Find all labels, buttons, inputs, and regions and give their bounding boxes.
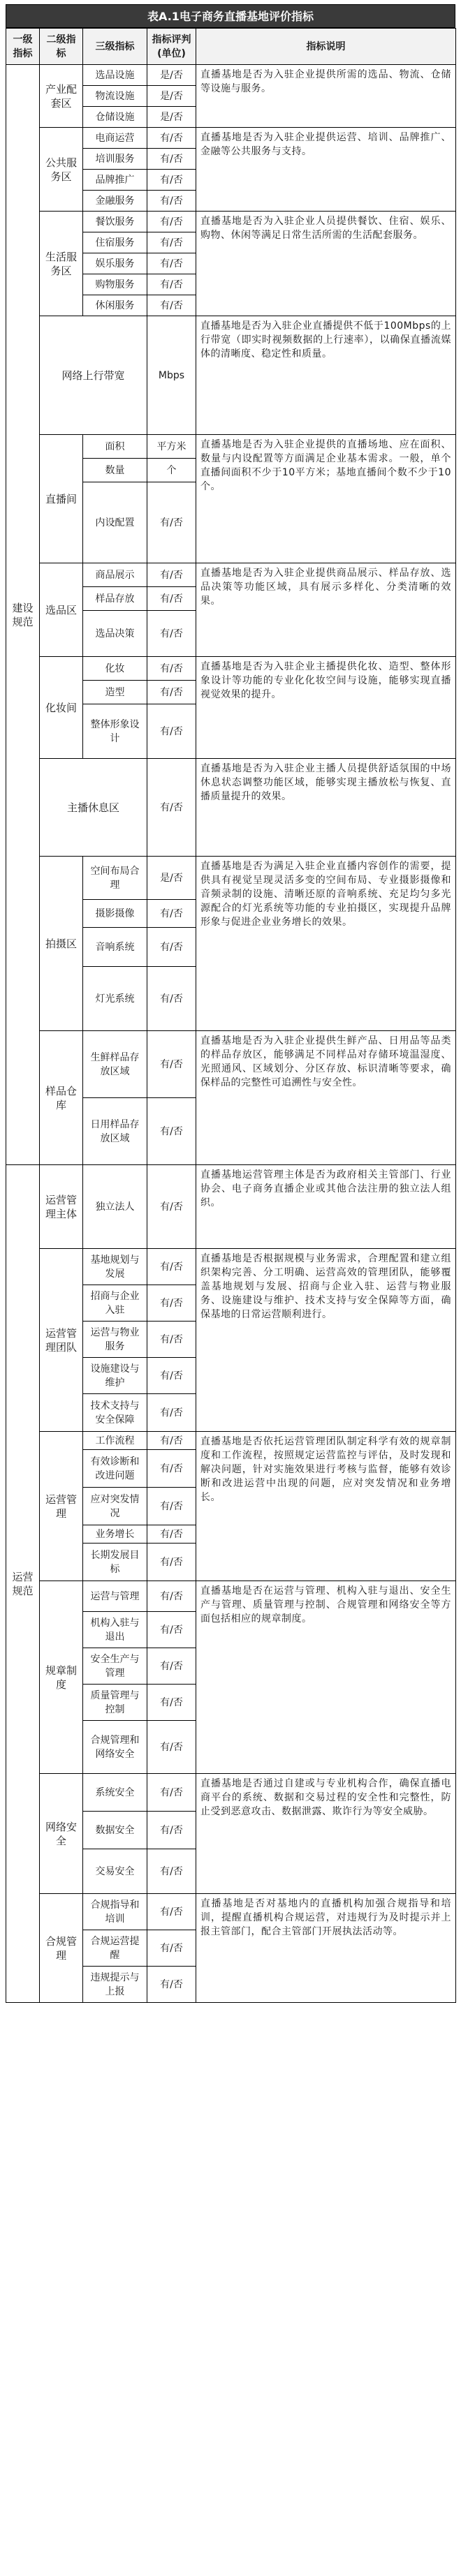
level3-cell: 培训服务 — [83, 149, 147, 170]
judgement-cell: 有/否 — [147, 1165, 196, 1249]
level2-cell: 运营管理 — [40, 1432, 83, 1581]
level2-cell: 生活服务区 — [40, 212, 83, 316]
level2-cell: 运营管理主体 — [40, 1165, 83, 1249]
level3-cell: 仓储设施 — [83, 107, 147, 128]
level3-cell: 合规运营提醒 — [83, 1930, 147, 1967]
judgement-cell: 有/否 — [147, 900, 196, 928]
judgement-cell: 有/否 — [147, 1581, 196, 1612]
level3-cell: 机构入驻与退出 — [83, 1612, 147, 1648]
level3-cell: 品牌推广 — [83, 170, 147, 191]
judgement-cell: 有/否 — [147, 1648, 196, 1685]
level3-cell: 合规指导和培训 — [83, 1894, 147, 1930]
judgement-cell: 有/否 — [147, 1249, 196, 1285]
judgement-cell: 是/否 — [147, 65, 196, 86]
level2-cell: 主播休息区 — [40, 759, 147, 857]
level3-cell: 住宿服务 — [83, 232, 147, 253]
level2-cell: 合规管理 — [40, 1894, 83, 2003]
judgement-cell: 有/否 — [147, 149, 196, 170]
level3-cell: 摄影摄像 — [83, 900, 147, 928]
header-level2: 二级指标 — [40, 29, 83, 65]
level3-cell: 电商运营 — [83, 128, 147, 149]
level3-cell: 日用样品存放区域 — [83, 1098, 147, 1165]
description-cell: 直播基地是否为满足入驻企业直播内容创作的需要，提供具有视觉呈现灵活多变的空间布局、专业摄影摄像和音频录制的设施、清晰还原的音响系统、充足均匀多光源配合的灯光系统等功能的专业拍摄区，实现提升品牌形象与促进企业业务增长的效果。 — [196, 857, 456, 1031]
judgement-cell: 有/否 — [147, 1544, 196, 1581]
level3-cell: 内设配置 — [83, 482, 147, 563]
judgement-cell: 有/否 — [147, 657, 196, 681]
table-row — [6, 1165, 456, 1249]
header-level1: 一级指标 — [6, 29, 40, 65]
judgement-cell: 有/否 — [147, 1685, 196, 1721]
level3-cell: 购物服务 — [83, 274, 147, 295]
description-cell: 直播基地是否为入驻企业提供所需的选品、物流、仓储等设施与服务。 — [196, 65, 456, 128]
level2-cell: 规章制度 — [40, 1581, 83, 1774]
judgement-cell: 有/否 — [147, 1098, 196, 1165]
judgement-cell: 有/否 — [147, 1285, 196, 1322]
level3-cell: 面积 — [83, 435, 147, 459]
judgement-cell: 有/否 — [147, 928, 196, 967]
level3-cell: 商品展示 — [83, 563, 147, 587]
table-row — [6, 1894, 456, 1930]
table-row — [6, 1031, 456, 1098]
level3-cell: 业务增长 — [83, 1525, 147, 1544]
judgement-cell: 有/否 — [147, 611, 196, 657]
judgement-cell: 有/否 — [147, 274, 196, 295]
level3-cell: 违规提示与上报 — [83, 1967, 147, 2003]
table-row — [6, 65, 456, 86]
level3-cell: 灯光系统 — [83, 967, 147, 1031]
judgement-cell: 有/否 — [147, 1812, 196, 1849]
level2-cell: 拍摄区 — [40, 857, 83, 1031]
description-cell: 直播基地是否为入驻企业提供运营、培训、品牌推广、金融等公共服务与支持。 — [196, 128, 456, 212]
level3-cell: 合规管理和网络安全 — [83, 1721, 147, 1774]
judgement-cell: 有/否 — [147, 1450, 196, 1488]
judgement-cell: 有/否 — [147, 563, 196, 587]
level3-cell: 音响系统 — [83, 928, 147, 967]
table-row — [6, 212, 456, 232]
judgement-cell: 有/否 — [147, 1612, 196, 1648]
judgement-cell: 有/否 — [147, 1967, 196, 2003]
judgement-cell: 有/否 — [147, 681, 196, 704]
description-cell: 直播基地是否通过自建或与专业机构合作，确保直播电商平台的系统、数据和交易过程的安全性和完整性，防止受到恶意攻击、数据泄露、欺诈行为等安全威胁。 — [196, 1774, 456, 1894]
level3-cell: 应对突发情况 — [83, 1488, 147, 1525]
judgement-cell: 个 — [147, 459, 196, 482]
judgement-cell: 有/否 — [147, 191, 196, 212]
level2-cell: 化妆间 — [40, 657, 83, 759]
description-cell: 直播基地是否为入驻企业主播人员提供舒适氛围的中场休息状态调整功能区域，能够实现主播放松与恢复、直播质量提升的效果。 — [196, 759, 456, 857]
judgement-cell: 有/否 — [147, 128, 196, 149]
level3-cell: 设施建设与维护 — [83, 1358, 147, 1394]
level3-cell: 金融服务 — [83, 191, 147, 212]
evaluation-table — [6, 28, 456, 2003]
description-cell: 直播基地是否根据规模与业务需求，合理配置和建立组织架构完善、分工明确、运营高效的管理团队，能够覆盖基地规划与发展、招商与企业入驻、运营与物业服务、设施建设与维护、技术支持与安全保障等方面，确保基地的日常运营顺利进行。 — [196, 1249, 456, 1432]
table-row — [6, 435, 456, 459]
judgement-cell: 有/否 — [147, 1774, 196, 1812]
level1-cell: 运营规范 — [6, 1165, 40, 2003]
level3-cell: 样品存放 — [83, 587, 147, 611]
description-cell: 直播基地是否为入驻企业直播提供不低于100Mbps的上行带宽（即实时视频数据的上行速率），以确保直播流媒体的清晰度、稳定性和质量。 — [196, 316, 456, 435]
level2-cell: 选品区 — [40, 563, 83, 657]
level2-cell: 网络上行带宽 — [40, 316, 147, 435]
header-judgement: 指标评判(单位) — [147, 29, 196, 65]
level3-cell: 安全生产与管理 — [83, 1648, 147, 1685]
level2-cell: 直播间 — [40, 435, 83, 563]
level3-cell: 运营与物业服务 — [83, 1322, 147, 1358]
level3-cell: 休闲服务 — [83, 295, 147, 316]
judgement-cell: 有/否 — [147, 482, 196, 563]
judgement-cell: 有/否 — [147, 1432, 196, 1450]
header-row — [6, 29, 456, 65]
judgement-cell: 是/否 — [147, 857, 196, 900]
level2-cell: 网络安全 — [40, 1774, 83, 1894]
evaluation-document — [6, 4, 455, 2003]
level3-cell: 造型 — [83, 681, 147, 704]
judgement-cell: 有/否 — [147, 1525, 196, 1544]
judgement-cell: 有/否 — [147, 587, 196, 611]
level3-cell: 数据安全 — [83, 1812, 147, 1849]
level2-cell: 产业配套区 — [40, 65, 83, 128]
table-title: 表A.1电子商务直播基地评价指标 — [6, 4, 455, 28]
header-level3: 三级指标 — [83, 29, 147, 65]
judgement-cell: 有/否 — [147, 1031, 196, 1098]
level3-cell: 物流设施 — [83, 86, 147, 107]
level3-cell: 空间布局合理 — [83, 857, 147, 900]
judgement-cell: 平方米 — [147, 435, 196, 459]
judgement-cell: 有/否 — [147, 295, 196, 316]
level3-cell: 化妆 — [83, 657, 147, 681]
level3-cell: 基地规划与发展 — [83, 1249, 147, 1285]
judgement-cell: 有/否 — [147, 212, 196, 232]
level3-cell: 有效诊断和改进问题 — [83, 1450, 147, 1488]
level3-cell: 选品设施 — [83, 65, 147, 86]
level3-cell: 数量 — [83, 459, 147, 482]
description-cell: 直播基地是否对基地内的直播机构加强合规指导和培训，提醒直播机构合规运营，对违规行为及时提示并上报主管部门，配合主管部门开展执法活动等。 — [196, 1894, 456, 2003]
judgement-cell: 有/否 — [147, 1894, 196, 1930]
description-cell: 直播基地是否为入驻企业提供商品展示、样品存放、选品决策等功能区域，具有展示多样化、分类清晰的效果。 — [196, 563, 456, 657]
table-row — [6, 1581, 456, 1612]
description-cell: 直播基地是否为入驻企业人员提供餐饮、住宿、娱乐、购物、休闲等满足日常生活所需的生活配套服务。 — [196, 212, 456, 316]
judgement-cell: 有/否 — [147, 1394, 196, 1432]
level3-cell: 长期发展目标 — [83, 1544, 147, 1581]
judgement-cell: 有/否 — [147, 704, 196, 759]
description-cell: 直播基地运营管理主体是否为政府相关主管部门、行业协会、电子商务直播企业或其他合法注册的独立法人组织。 — [196, 1165, 456, 1249]
description-cell: 直播基地是否依托运营管理团队制定科学有效的规章制度和工作流程，按照规定运营监控与评估，及时发现和解决问题，针对实施效果进行考核与监督，能够有效诊断和改进运营中出现的问题，应对突发情况和业务增长。 — [196, 1432, 456, 1581]
table-row — [6, 759, 456, 857]
table-row — [6, 128, 456, 149]
table-row — [6, 563, 456, 587]
level3-cell: 交易安全 — [83, 1849, 147, 1894]
judgement-cell: 是/否 — [147, 86, 196, 107]
level3-cell: 选品决策 — [83, 611, 147, 657]
level3-cell: 质量管理与控制 — [83, 1685, 147, 1721]
level3-cell: 招商与企业入驻 — [83, 1285, 147, 1322]
table-row — [6, 857, 456, 900]
judgement-cell: 有/否 — [147, 1849, 196, 1894]
level3-cell: 技术支持与安全保障 — [83, 1394, 147, 1432]
judgement-cell: 有/否 — [147, 253, 196, 274]
judgement-cell: 有/否 — [147, 1358, 196, 1394]
level3-cell: 系统安全 — [83, 1774, 147, 1812]
level3-cell: 娱乐服务 — [83, 253, 147, 274]
description-cell: 直播基地是否为入驻企业主播提供化妆、造型、整体形象设计等功能的专业化化妆空间与设施，能够实现直播视觉效果的提升。 — [196, 657, 456, 759]
level3-cell: 工作流程 — [83, 1432, 147, 1450]
description-cell: 直播基地是否在运营与管理、机构入驻与退出、安全生产与管理、质量管理与控制、合规管理和网络安全等方面包括相应的规章制度。 — [196, 1581, 456, 1774]
level3-cell: 整体形象设计 — [83, 704, 147, 759]
level2-cell: 公共服务区 — [40, 128, 83, 212]
level3-cell: 生鲜样品存放区域 — [83, 1031, 147, 1098]
table-row — [6, 1432, 456, 1450]
description-cell: 直播基地是否为入驻企业提供的直播场地、应在面积、数量与内设配置等方面满足企业基本需求。一般，单个直播间面积不少于10平方米；基地直播间个数不少于10个。 — [196, 435, 456, 563]
level1-cell: 建设规范 — [6, 65, 40, 1165]
level3-cell: 餐饮服务 — [83, 212, 147, 232]
table-row — [6, 1249, 456, 1285]
judgement-cell: 有/否 — [147, 1322, 196, 1358]
header-description: 指标说明 — [196, 29, 456, 65]
judgement-cell: 有/否 — [147, 1488, 196, 1525]
description-cell: 直播基地是否为入驻企业提供生鲜产品、日用品等品类的样品存放区，能够满足不同样品对存储环境温湿度、光照通风、区域划分、分区存放、标识清晰等要求，确保样品的完整性可追溯性与安全性。 — [196, 1031, 456, 1165]
table-row — [6, 657, 456, 681]
level3-cell: 运营与管理 — [83, 1581, 147, 1612]
judgement-cell: 有/否 — [147, 1721, 196, 1774]
table-row — [6, 316, 456, 435]
judgement-cell: Mbps — [147, 316, 196, 435]
judgement-cell: 是/否 — [147, 107, 196, 128]
judgement-cell: 有/否 — [147, 170, 196, 191]
judgement-cell: 有/否 — [147, 1930, 196, 1967]
judgement-cell: 有/否 — [147, 232, 196, 253]
level2-cell: 运营管理团队 — [40, 1249, 83, 1432]
judgement-cell: 有/否 — [147, 967, 196, 1031]
level3-cell: 独立法人 — [83, 1165, 147, 1249]
judgement-cell: 有/否 — [147, 759, 196, 857]
level2-cell: 样品仓库 — [40, 1031, 83, 1165]
table-row — [6, 1774, 456, 1812]
